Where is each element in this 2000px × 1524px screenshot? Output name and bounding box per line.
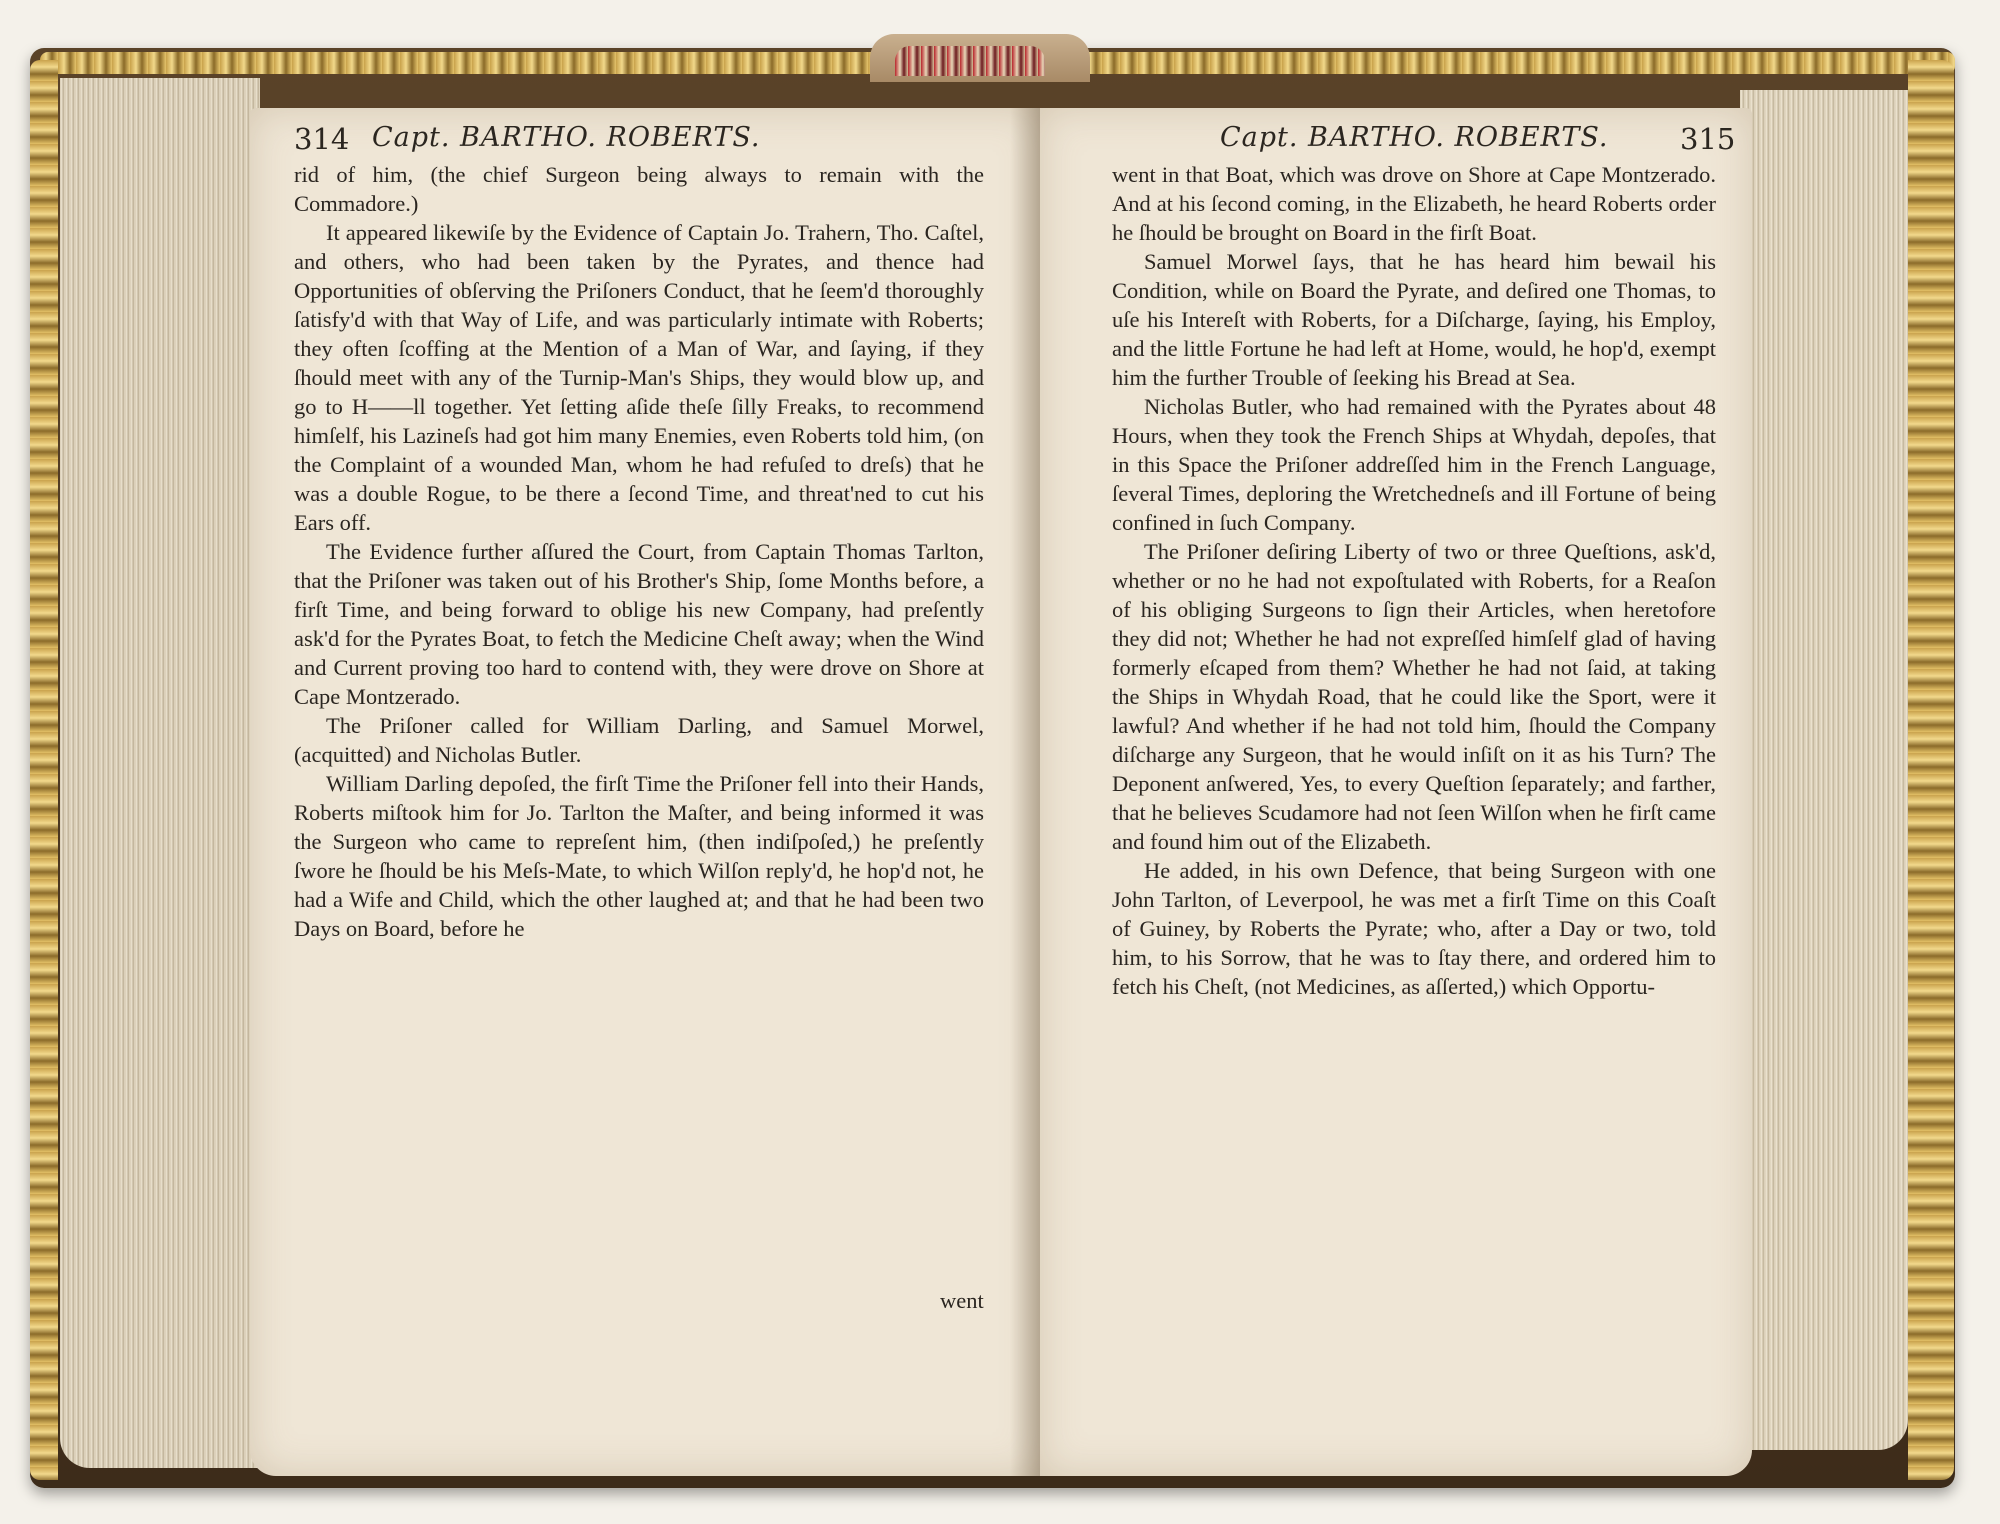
left-page-block-edges (60, 78, 260, 1468)
right-paragraph-4: The Priſoner deſiring Liberty of two or three Queſtions, ask'd, whether or no he had not expoſtulated with Roberts, for a Reaſon of his obliging Surgeons to ſign their Articles, when heretofore they did not; Whether he had not expreſſed himſelf glad of having formerly eſcaped from them? Whether he had not ſaid, at taking the Ships in Whydah Road, that he could like the Sport, were it lawful? And whether if he had not told him, ſhould the Company diſcharge any Surgeon, that he would inſiſt on it as his Turn? The Deponent anſwered, Yes, to every Queſtion ſeparately; and farther, that he believes Scudamore had not ſeen Wilſon when he firſt came and found him out of the Elizabeth. (1112, 539, 1716, 854)
left-page-number: 314 (294, 122, 350, 156)
left-page (250, 108, 1040, 1476)
left-paragraph-4: The Priſoner called for William Darling, and Samuel Morwel, (acquitted) and Nicholas Butler. (294, 713, 984, 767)
left-paragraph-3: The Evidence further aſſured the Court, from Captain Thomas Tarlton, that the Priſoner was taken out of his Brother's Ship, ſome Months before, a firſt Time, and being forward to oblige his new Company, had preſently ask'd for the Pyrates Boat, to fetch the Medicine Cheſt away; when the Wind and Current proving too hard to contend with, they were drove on Shore at Cape Montzerado. (294, 539, 984, 709)
right-page (1040, 108, 1752, 1476)
right-paragraph-3: Nicholas Butler, who had remained with the Pyrates about 48 Hours, when they took the French Ships at Whydah, depoſes, that in this Space the Priſoner addreſſed him in the French Language, ſeveral Times, deploring the Wretchedneſs and ill Fortune of being confined in ſuch Company. (1112, 394, 1716, 535)
left-page-body (294, 160, 984, 943)
left-paragraph-5: William Darling depoſed, the firſt Time the Priſoner fell into their Hands, Roberts miſtook him for Jo. Tarlton the Maſter, and being informed it was the Surgeon who came to repreſent him, (then indiſpoſed,) he preſently ſwore he ſhould be his Meſs-Mate, to which Wilſon reply'd, he hop'd not, he had a Wife and Child, which the other laughed at; and that he had been two Days on Board, before he (294, 771, 984, 941)
left-paragraph-1: rid of him, (the chief Surgeon being always to remain with the Commadore.) (294, 162, 984, 216)
left-running-head: Capt. BARTHO. ROBERTS. (372, 122, 761, 153)
right-running-head: Capt. BARTHO. ROBERTS. (1220, 122, 1609, 153)
headband-stitching (895, 46, 1045, 76)
right-page-block-edges (1740, 90, 1908, 1450)
right-paragraph-1: went in that Boat, which was drove on Shore at Cape Montzerado. And at his ſecond coming, in the Elizabeth, he heard Roberts order he ſhould be brought on Board in the firſt Boat. (1112, 162, 1716, 245)
gilt-right-edge (1908, 60, 1954, 1480)
left-catchword: went (940, 1288, 984, 1313)
right-paragraph-2: Samuel Morwel ſays, that he has heard him bewail his Condition, while on Board the Pyrate, and deſired one Thomas, to uſe his Intereſt with Roberts, for a Diſcharge, ſaying, his Employ, and the little Fortune he had left at Home, would, he hop'd, exempt him the further Trouble of ſeeking his Bread at Sea. (1112, 249, 1716, 390)
right-paragraph-5: He added, in his own Defence, that being Surgeon with one John Tarlton, of Leverpool, he was met a firſt Time on this Coaſt of Guiney, by Roberts the Pyrate; who, after a Day or two, told him, to his Sorrow, that he was to ſtay there, and ordered him to fetch his Cheſt, (not Medicines, as aſſerted,) which Opportu- (1112, 858, 1716, 999)
left-paragraph-2: It appeared likewiſe by the Evidence of Captain Jo. Trahern, Tho. Caſtel, and others, who had been taken by the Pyrates, and thence had Opportunities of obſerving the Priſoners Conduct, that he ſeem'd thoroughly ſatisfy'd with that Way of Life, and was particularly intimate with Roberts; they often ſcoffing at the Mention of a Man of War, and ſaying, if they ſhould meet with any of the Turnip-Man's Ships, they would blow up, and go to H——ll together. Yet ſetting aſide theſe ſilly Freaks, to recommend himſelf, his Lazineſs had got him many Enemies, even Roberts told him, (on the Complaint of a wounded Man, whom he had refuſed to dreſs) that he was a double Rogue, to be there a ſecond Time, and threat'ned to cut his Ears off. (294, 220, 984, 535)
gilt-left-edge (30, 60, 58, 1480)
right-page-body (1112, 160, 1716, 1001)
right-page-number: 315 (1680, 122, 1736, 156)
